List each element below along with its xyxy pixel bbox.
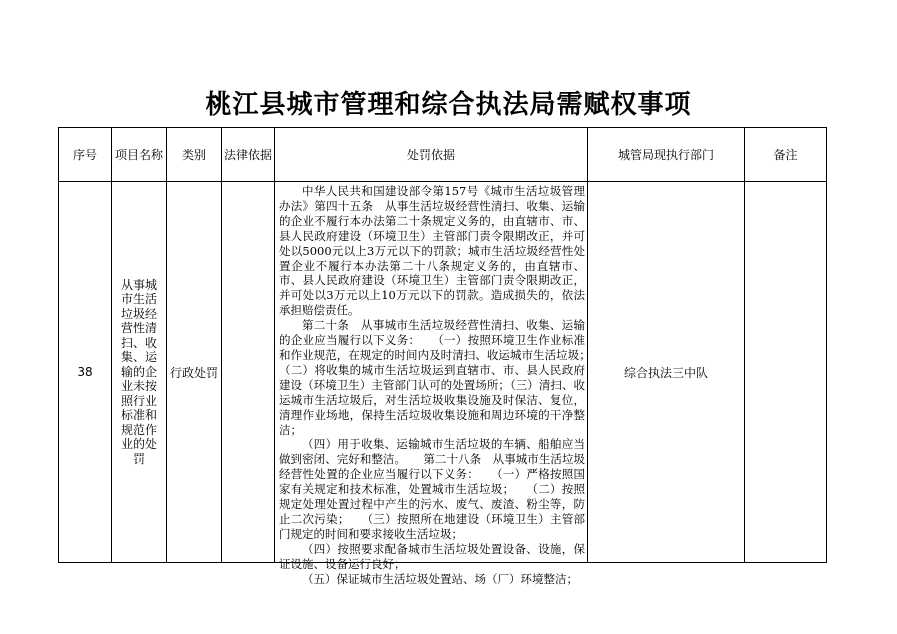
- penalty-basis-paragraph: 中华人民共和国建设部令第157号《城市生活垃圾管理办法》第四十五条 从事生活垃圾经营性清扫、收集、运输的企业不履行本办法第二十条规定义务的，由直辖市、市、县人民政府建设（环境卫生）主管部门责令限期改正，并可处以5000元以上3万元以下的罚款；城市生活垃圾经营性处置企业不履行本办法第二十八条规定义务的，由直辖市、市、县人民政府建设（环境卫生）主管部门责令限期改正，并可处以3万元以上10万元以下的罚款。造成损失的，依法承担赔偿责任。: [279, 184, 585, 318]
- penalty-basis-paragraph: （四）用于收集、运输城市生活垃圾的车辆、船舶应当做到密闭、完好和整洁。 第二十八条 从事城市生活垃圾经营性处置的企业应当履行以下义务： （一）严格按照国家有关规定和技术标准，处置城市生活垃圾； （二）按照规定处理处置过程中产生的污水、废气、废渣、粉尘等，防止二次污染； （三）按照所在地建设（环境卫生）主管部门规定的时间和要求接收生活垃圾；: [279, 437, 585, 541]
- header-penalty-basis: 处罚依据: [275, 128, 588, 182]
- table-header-row: [59, 128, 827, 182]
- table-row: [59, 182, 827, 563]
- cell-index: 38: [59, 182, 112, 563]
- penalty-basis-paragraph: （四）按照要求配备城市生活垃圾处置设备、设施，保证设施、设备运行良好；: [279, 541, 585, 571]
- authorization-table: [58, 127, 827, 586]
- penalty-basis-paragraph: 第二十条 从事城市生活垃圾经营性清扫、收集、运输的企业应当履行以下义务： （一）按照环境卫生作业标准和作业规范，在规定的时间内及时清扫、收运城市生活垃圾； （二）将收集的城市生活垃圾运到直辖市、市、县人民政府建设（环境卫生）主管部门认可的处置场所；（三）清扫、收运城市生活垃圾后，对生活垃圾收集设施及时保洁、复位，清理作业场地，保持生活垃圾收集设施和周边环境的干净整洁；: [279, 318, 608, 437]
- header-category: 类别: [167, 128, 222, 182]
- header-index: 序号: [59, 128, 112, 182]
- header-department: 城管局现执行部门: [588, 128, 745, 182]
- cell-penalty-basis: [275, 182, 608, 586]
- cell-remarks: [745, 182, 827, 563]
- cell-category: 行政处罚: [167, 182, 222, 563]
- penalty-basis-paragraph: （五）保证城市生活垃圾处置站、场（厂）环境整洁；: [302, 571, 578, 586]
- cell-legal-basis: [222, 182, 275, 563]
- cell-item-name: 从事城市生活垃圾经营性清扫、收集、运输的企业未按照行业标准和规范作业的处罚: [112, 182, 167, 563]
- header-item-name: 项目名称: [112, 128, 167, 182]
- header-remarks: 备注: [745, 128, 827, 182]
- page-title: 桃江县城市管理和综合执法局需赋权事项: [205, 90, 692, 120]
- header-legal-basis: 法律依据: [222, 128, 275, 182]
- cell-department: 综合执法三中队: [588, 182, 745, 563]
